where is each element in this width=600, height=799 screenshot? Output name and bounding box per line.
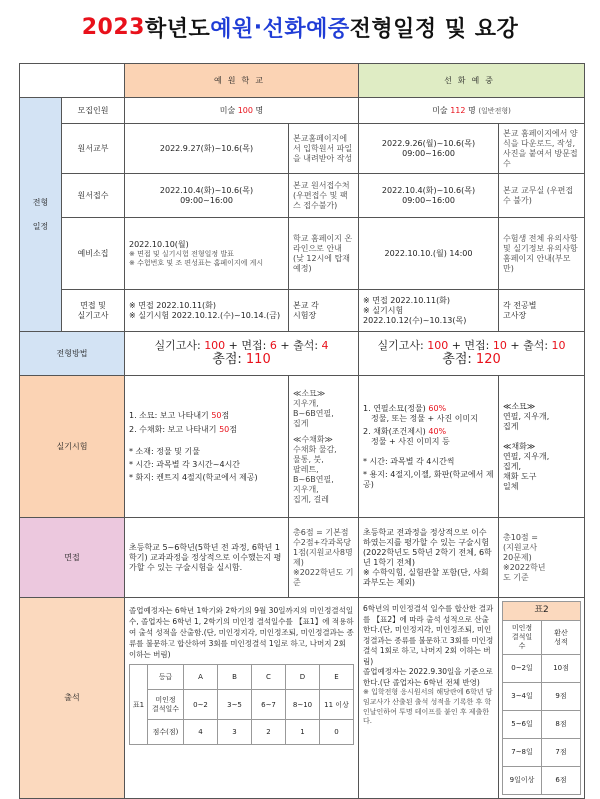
section-schedule-line1: 전형 (32, 197, 49, 207)
section-method: 전형방법 (20, 332, 125, 376)
yewon-method-pre: 실기고사: (154, 338, 205, 352)
yewon-orientation-b2: ※ 수험번호 및 조 편성표는 홈페이지에 게시 (129, 258, 264, 267)
sunhwa-practical-side (499, 376, 585, 518)
sunhwa-practical (359, 376, 499, 518)
table1-row-absence (130, 690, 354, 720)
table2-row-1 (503, 655, 581, 683)
yewon-orientation (125, 218, 289, 290)
sunhwa-interview-text (359, 518, 499, 598)
table2-row-4 (503, 739, 581, 767)
sunhwa-i2-score: 40% (428, 426, 447, 436)
table2-score-2: 9점 (542, 683, 581, 711)
sunhwa-side-color: ≪채화≫ 연필, 지우개, 집게, 채화 도구 일체 (503, 441, 550, 491)
sunhwa-method-n1: 100 (427, 338, 449, 352)
row-recruit (20, 98, 585, 124)
table2-days-2: 3~4일 (503, 683, 542, 711)
sunhwa-interview-b2: ※ 실기시험 2022.10.12(수)~10.13(목) (363, 305, 467, 325)
row-interview-section (20, 518, 585, 598)
yewon-practical-b1: * 소재: 정물 및 기물 (129, 446, 200, 456)
sunhwa-attendance (359, 598, 499, 799)
sunhwa-recruit-note: (일반전형) (478, 106, 511, 115)
label-interview-line1: 면접 및 (80, 300, 106, 310)
sunhwa-attendance-text3: ※ 입학전형 응시원서의 해당란에 6학년 담임교사가 산출된 출석 성적을 기록한 후 학인날인하여 투명 테이프를 붙인 후 제출한다. (363, 688, 493, 726)
sunhwa-interview-b1: ※ 면접 2022.10.11(화) (363, 295, 451, 305)
yewon-recruit-num: 100 (237, 105, 253, 115)
yewon-practical-b2: * 시간: 과목별 각 3시간~4시간 (129, 459, 241, 469)
yewon-i1-score: 50 (211, 410, 222, 420)
section-practical: 실기시험 (20, 376, 125, 518)
sunhwa-method-mid1: + 면접: (448, 338, 493, 352)
row-orientation (20, 218, 585, 290)
label-interview-line2: 실기고사 (77, 310, 109, 320)
row-method (20, 332, 585, 376)
sunhwa-attendance-text1: 6학년의 미인정결석 일수를 합산한 결과를 【표2】에 따라 출석 성적으로 산출한다.(단, 미인정지각, 미인정조퇴, 미인정결과는 종류를 불문하고 3회를 미인정결석 1회로 하고, 나머지 2회 이하는 버림) (363, 604, 494, 666)
yewon-interview-side: 총6점 = 기본점수2점+각과목당 1점(지원교사8명제) ※2022학년도 기준 (289, 518, 359, 598)
yewon-dist-note: 본교홈페이지에서 입학원서 파일을 내려받아 작성 (289, 124, 359, 174)
yewon-accept-note: 본교 원서접수처 (우편접수 및 팩스 접수불가) (289, 174, 359, 218)
yewon-dist-date: 2022.9.27(화)~10.6(목) (125, 124, 289, 174)
row-attendance (20, 598, 585, 799)
table1-grade-a: A (184, 665, 218, 690)
table1-absence-e: 11 이상 (320, 690, 354, 720)
row-interview (20, 290, 585, 332)
sunhwa-dist-date2: 09:00~16:00 (402, 148, 455, 158)
table1-absence-c: 6~7 (252, 690, 286, 720)
sunhwa-attendance-text2: 졸업예정자는 2022.9.30일을 기준으로 한다.(단 졸업자는 6학년 전체 반영) (363, 667, 493, 687)
yewon-total-label: 총점: (212, 352, 246, 368)
table1-row-grade (130, 665, 354, 690)
table2-row-5 (503, 767, 581, 795)
yewon-accept (125, 174, 289, 218)
table2-row-3 (503, 711, 581, 739)
yewon-side-drawing: ≪소묘≫ 지우개, B~6B연필, 집게 (293, 388, 334, 428)
sunhwa-interview-text2: ※ 수학익힘, 실험관찰 포함(단, 사회과부도는 제외) (363, 567, 489, 587)
table2-row-2 (503, 683, 581, 711)
sunhwa-accept-note: 본교 교무실 (우편접수 불가) (499, 174, 585, 218)
sunhwa-practical-i1-sub: 정물, 또는 정물 + 사진 이미지 (371, 413, 478, 423)
yewon-method-n3: 4 (321, 338, 329, 352)
yewon-practical (125, 376, 289, 518)
yewon-interview-note1: 본교 각 (293, 300, 319, 310)
page-title (0, 0, 600, 54)
table1-absence-label: 미인정 결석일수 (148, 690, 184, 720)
sunhwa-practical-b2: * 용지: 4절지,이젤, 화판(학교에서 제공) (363, 469, 494, 489)
sunhwa-recruit-pre: 미술 (432, 105, 451, 115)
yewon-i1-pre: 1. 소묘: 보고 나타내기 (129, 410, 212, 420)
sunhwa-practical-i2 (363, 427, 494, 437)
title-year: 2023 (81, 14, 145, 40)
table1-absence-d: 8~10 (286, 690, 320, 720)
sunhwa-accept (359, 174, 499, 218)
table1-absence-b: 3~5 (218, 690, 252, 720)
sunhwa-method-pre: 실기고사: (377, 338, 428, 352)
title-school2: 선화예중 (262, 16, 350, 42)
table2-col2: 환산 성적 (542, 621, 581, 655)
sunhwa-total-value: 120 (475, 352, 501, 368)
yewon-interview-b2: ※ 실기시험 2022.10.12.(수)~10.14.(금) (129, 310, 281, 320)
yewon-attendance (125, 598, 359, 799)
table1-score-label: 점수(점) (148, 720, 184, 745)
yewon-method-mid2: + 출석: (276, 338, 322, 352)
table2-header-row (503, 621, 581, 655)
table2-score-1: 10점 (542, 655, 581, 683)
sunhwa-recruit-num: 112 (450, 105, 466, 115)
sunhwa-interview-note2: 고사장 (503, 310, 527, 320)
sunhwa-accept-date2: 09:00~16:00 (402, 195, 455, 205)
table2-days-1: 0~2일 (503, 655, 542, 683)
yewon-practical-side (289, 376, 359, 518)
yewon-method-mid1: + 면접: (225, 338, 270, 352)
table2-score-3: 8점 (542, 711, 581, 739)
yewon-interview-note2: 시험장 (293, 310, 317, 320)
table1-grade-d: D (286, 665, 320, 690)
table1-score-a: 4 (184, 720, 218, 745)
sunhwa-method-mid2: + 출석: (506, 338, 552, 352)
header-sunhwa: 선화예중 (359, 64, 585, 98)
table2-score-5: 6점 (542, 767, 581, 795)
table2-col1: 미인정 결석일 수 (503, 621, 542, 655)
sunhwa-total-label: 총점: (442, 352, 476, 368)
table1-score-d: 1 (286, 720, 320, 745)
yewon-method-total (125, 352, 358, 368)
table1-grade-label: 등급 (148, 665, 184, 690)
yewon-interview (125, 290, 289, 332)
schedule-table (19, 63, 585, 799)
yewon-accept-date2: 09:00~16:00 (180, 195, 233, 205)
title-part1: 학년도 (144, 16, 211, 42)
sunhwa-dist-date1: 2022.9.26(월)~10.6(목) (381, 138, 476, 148)
sunhwa-interview (359, 290, 499, 332)
table2-title-row (503, 602, 581, 621)
table2 (502, 601, 581, 795)
title-school1: 예원 (210, 16, 254, 42)
sunhwa-interview-note (499, 290, 585, 332)
sunhwa-dist (359, 124, 499, 174)
yewon-orientation-note: 학교 홈페이지 온라인으로 안내 (낮 12시에 탑재 예정) (289, 218, 359, 290)
yewon-method-n2: 6 (269, 338, 277, 352)
label-recruit: 모집인원 (62, 98, 125, 124)
yewon-i2-pre: 2. 수채화: 보고 나타내기 (129, 424, 220, 434)
sunhwa-interview-side: 총10점 = (지원교사 20문제) ※2022학년 도 기준 (499, 518, 585, 598)
table1-row-score (130, 720, 354, 745)
sunhwa-dist-note: 본교 홈페이지에서 양식을 다운로드, 작성, 사진을 붙여서 방문접수 (499, 124, 585, 174)
sunhwa-i2-pre: 2. 채화(조건제시) (363, 426, 429, 436)
yewon-practical-i1 (129, 411, 284, 421)
sunhwa-practical-i1 (363, 404, 494, 414)
yewon-i1-post: 점 (221, 410, 230, 420)
sunhwa-method-total (359, 352, 584, 368)
label-orientation: 예비소집 (62, 218, 125, 290)
sunhwa-method-formula (359, 339, 584, 353)
sunhwa-recruit (359, 98, 585, 124)
row-dist (20, 124, 585, 174)
yewon-side-watercolor: ≪수채화≫ 수채화 물감, 물통, 붓, 팔레트, B~6B연필, 지우개, 집게, 걸레 (293, 434, 337, 504)
sunhwa-method-n2: 10 (492, 338, 507, 352)
yewon-accept-date1: 2022.10.4(화)~10.6(목) (159, 185, 254, 195)
sunhwa-orientation-date: 2022.10.10.(월) 14:00 (359, 218, 499, 290)
table1-grade-c: C (252, 665, 286, 690)
table2-score-4: 7점 (542, 739, 581, 767)
yewon-recruit-post: 명 (253, 105, 264, 115)
table1-absence-a: 0~2 (184, 690, 218, 720)
sunhwa-i1-pre: 1. 연필소묘(정물) (363, 403, 429, 413)
yewon-method-formula (125, 339, 358, 353)
yewon-practical-i2 (129, 425, 284, 435)
sunhwa-interview-note1: 각 전공별 (503, 300, 537, 310)
sunhwa-orientation-note: 수험생 전체 유의사항 및 실기정보 유의사항 홈페이지 안내(부모만) (499, 218, 585, 290)
sunhwa-method-n3: 10 (551, 338, 566, 352)
sunhwa-recruit-post: 명 (465, 105, 479, 115)
label-interview (62, 290, 125, 332)
table1-score-b: 3 (218, 720, 252, 745)
sunhwa-method (359, 332, 585, 376)
table1-label: 표1 (130, 665, 148, 745)
yewon-interview-note (289, 290, 359, 332)
row-accept (20, 174, 585, 218)
yewon-attendance-text: 졸업예정자는 6학년 1학기와 2학기의 9월 30일까지의 미인정결석일수, 졸업자는 6학년 1, 2학기의 미인정 결석일수를 【표1】에 적용하여 출석 성적을 산출함.(단, 미인정지각, 미인정조퇴, 미인정결과는 종류를 불문하고 합산하여 3회를 미인정결석 1일로 하고, 나머지 2회 이하는 버림) (129, 606, 354, 659)
sunhwa-i1-score: 60% (428, 403, 447, 413)
label-accept: 원서접수 (62, 174, 125, 218)
table2-label: 표2 (503, 602, 581, 621)
sunhwa-accept-date1: 2022.10.4(화)~10.6(목) (381, 185, 476, 195)
title-part2: 전형일정 및 요강 (349, 16, 519, 42)
label-dist: 원서교부 (62, 124, 125, 174)
yewon-method (125, 332, 359, 376)
yewon-i2-post: 점 (229, 424, 237, 434)
sunhwa-practical-i2-sub: 정물 + 사진 이미지 등 (371, 436, 450, 446)
table1-grade-e: E (320, 665, 354, 690)
yewon-recruit-pre: 미술 (219, 105, 238, 115)
yewon-orientation-date: 2022.10.10(월) (129, 239, 189, 249)
sunhwa-side-drawing: ≪소묘≫ 연필, 지우개, 집게 (503, 401, 550, 431)
yewon-recruit (125, 98, 359, 124)
yewon-orientation-b1: ※ 면접 및 실기시험 전형일정 발표 (129, 249, 234, 258)
row-practical (20, 376, 585, 518)
section-attendance: 출석 (20, 598, 125, 799)
table1-grade-b: B (218, 665, 252, 690)
table1-score-c: 2 (252, 720, 286, 745)
section-schedule-line2: 일정 (32, 221, 49, 231)
yewon-i2-score: 50 (219, 424, 230, 434)
table2-days-5: 9일이상 (503, 767, 542, 795)
header-yewon: 예원학교 (125, 64, 359, 98)
table1-score-e: 0 (320, 720, 354, 745)
yewon-practical-b3: * 화지: 켄트지 4절지(학교에서 제공) (129, 472, 258, 482)
table1 (129, 664, 354, 745)
sunhwa-practical-b1: * 시간: 과목별 각 4시간씩 (363, 456, 455, 466)
title-dot: · (253, 14, 263, 40)
yewon-interview-text: 초등학교 5~6학년(5학년 전 과정, 6학년 1학기) 교과과정을 정상적으로 이수했는지 평가할 수 있는 구술시험을 실시함. (125, 518, 289, 598)
header-row (20, 64, 585, 98)
sunhwa-interview-text1: 초등학교 전과정을 정상적으로 이수하였는지를 평가할 수 있는 구술시험(2022학년도 5학년 2학기 전체, 6학년 1학기 전체) (363, 527, 492, 567)
yewon-interview-b1: ※ 면접 2022.10.11(화) (129, 300, 217, 310)
section-interview: 면접 (20, 518, 125, 598)
yewon-total-value: 110 (245, 352, 271, 368)
sunhwa-attendance-table (499, 598, 585, 799)
section-schedule (20, 98, 62, 332)
corner-cell (20, 64, 125, 98)
table2-days-3: 5~6일 (503, 711, 542, 739)
table2-days-4: 7~8일 (503, 739, 542, 767)
yewon-method-n1: 100 (204, 338, 226, 352)
